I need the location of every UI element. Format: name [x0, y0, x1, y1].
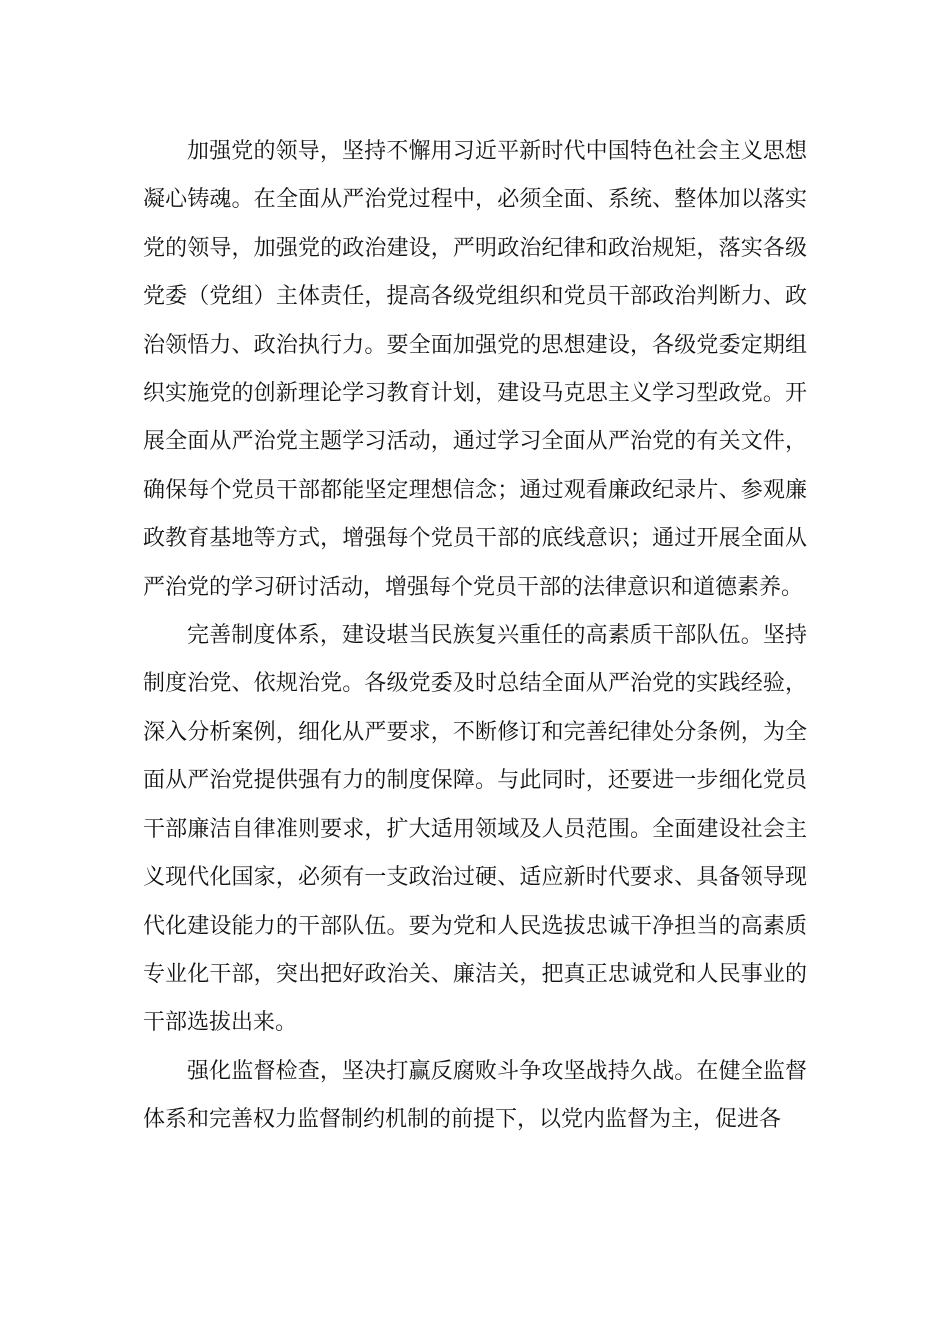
- paragraph-institutional-system: 完善制度体系，建设堪当民族复兴重任的高素质干部队伍。坚持制度治党、依规治党。各级党委及时总结全面从严治党的实践经验，深入分析案例，细化从严要求，不断修订和完善纪律处分条例，为全面从严治党提供强有力的制度保障。与此同时，还要进一步细化党员干部廉洁自律准则要求，扩大适用领域及人员范围。全面建设社会主义现代化国家，必须有一支政治过硬、适应新时代要求、具备领导现代化建设能力的干部队伍。要为党和人民选拔忠诚干净担当的高素质专业化干部，突出把好政治关、廉洁关，把真正忠诚党和人民事业的干部选拔出来。: [143, 623, 807, 1036]
- paragraph-supervision: 强化监督检查，坚决打赢反腐败斗争攻坚战持久战。在健全监督体系和完善权力监督制约机制的前提下，以党内监督为主，促进各: [143, 1058, 807, 1133]
- paragraph-party-leadership: 加强党的领导，坚持不懈用习近平新时代中国特色社会主义思想凝心铸魂。在全面从严治党过程中，必须全面、系统、整体加以落实党的领导，加强党的政治建设，严明政治纪律和政治规矩，落实各级党委（党组）主体责任，提高各级党组织和党员干部政治判断力、政治领悟力、政治执行力。要全面加强党的思想建设，各级党委定期组织实施党的创新理论学习教育计划，建设马克思主义学习型政党。开展全面从严治党主题学习活动，通过学习全面从严治党的有关文件，确保每个党员干部都能坚定理想信念；通过观看廉政纪录片、参观廉政教育基地等方式，增强每个党员干部的底线意识；通过开展全面从严治党的学习研讨活动，增强每个党员干部的法律意识和道德素养。: [143, 139, 807, 600]
- document-body: [143, 128, 807, 1145]
